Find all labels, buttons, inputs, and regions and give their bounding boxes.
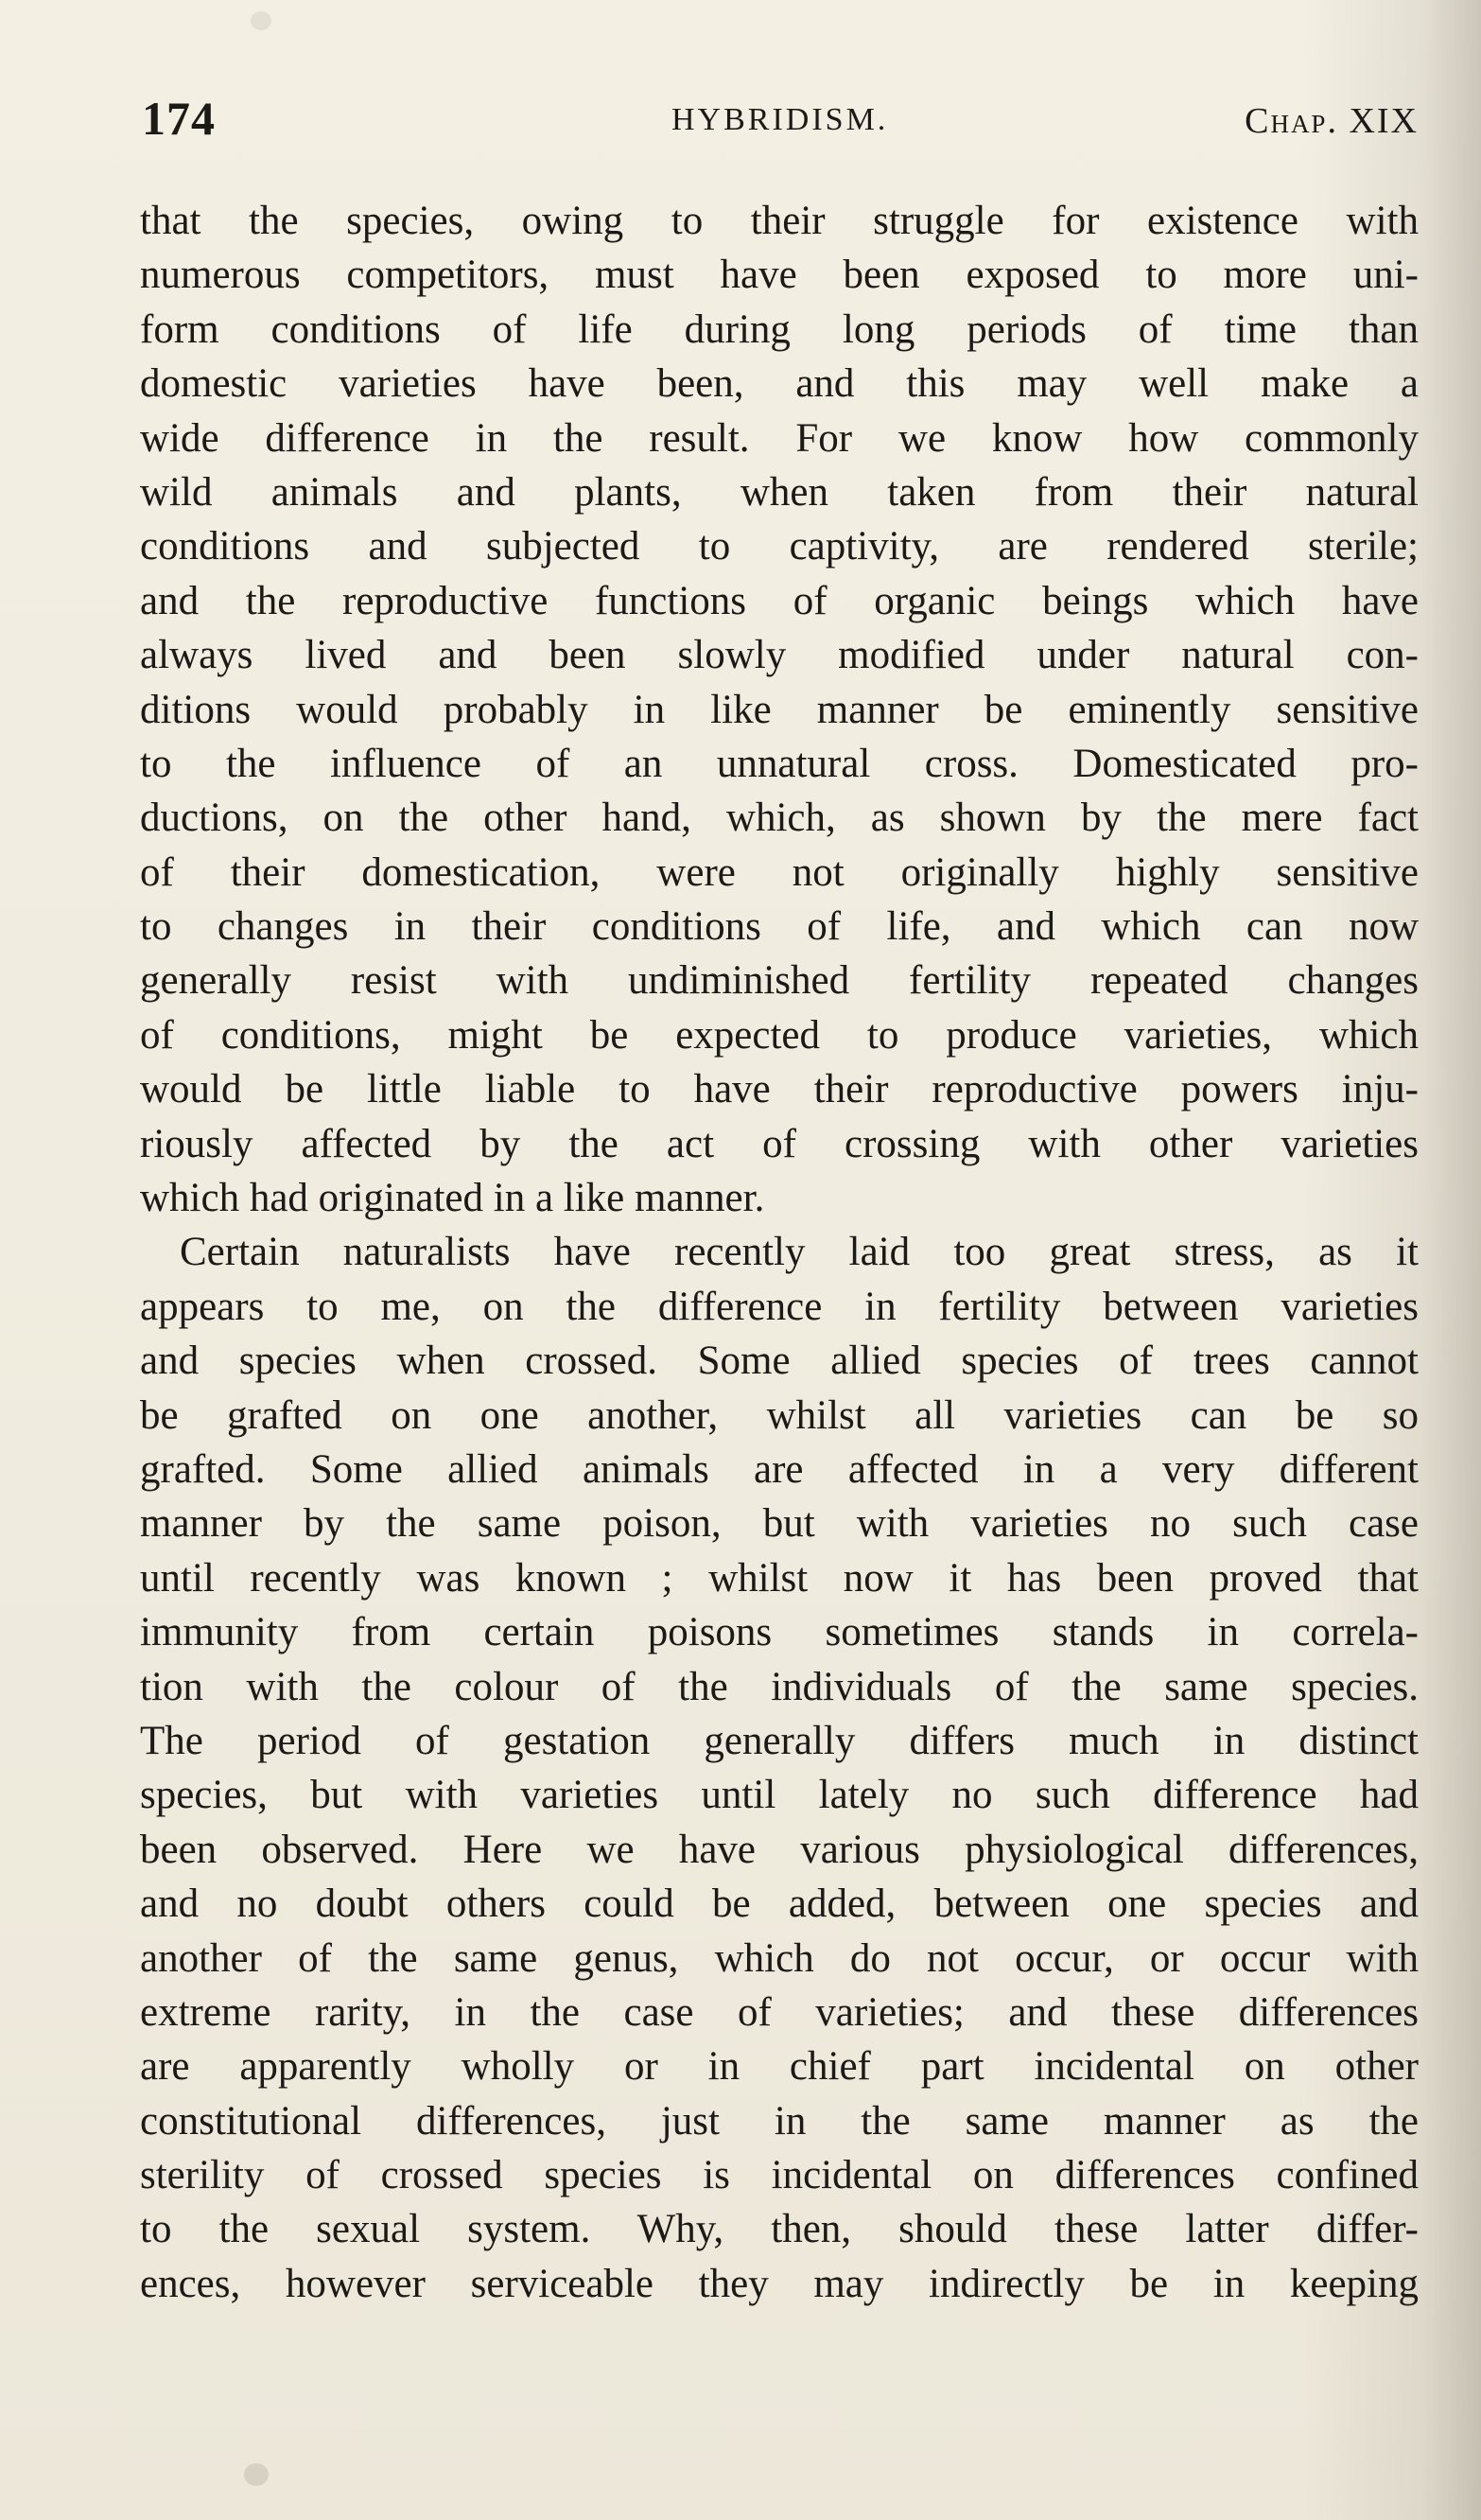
text-line: been observed. Here we have various physiological differences, <box>140 1827 1419 1872</box>
text-line: appears to me, on the difference in fertility between varieties <box>140 1284 1419 1329</box>
text-line: constitutional differences, just in the same manner as the <box>140 2098 1419 2144</box>
text-line: of their domestication, were not originally highly sensitive <box>140 849 1419 895</box>
text-line: to the influence of an unnatural cross. Domesticated pro- <box>140 741 1419 786</box>
text-line: always lived and been slowly modified under natural con- <box>140 633 1419 678</box>
text-line: would be little liable to have their reproductive powers inju- <box>140 1067 1419 1112</box>
text-line: ductions, on the other hand, which, as shown by the mere fact <box>140 796 1419 841</box>
paper-spot <box>244 2463 269 2486</box>
text-line: ences, however serviceable they may indirectly be in keeping <box>140 2261 1419 2306</box>
page-header <box>142 91 1419 148</box>
text-line: extreme rarity, in the case of varieties; and these differences <box>140 1989 1419 2035</box>
text-line: that the species, owing to their struggle for existence with <box>140 199 1419 243</box>
text-line: ditions would probably in like manner be eminently sensitive <box>140 687 1419 732</box>
text-line: immunity from certain poisons sometimes stands in correla- <box>140 1610 1419 1655</box>
text-line: numerous competitors, must have been exposed to more uni- <box>140 253 1419 298</box>
text-line: to changes in their conditions of life, and which can now <box>140 904 1419 950</box>
paragraph-first-line: Certain naturalists have recently laid too great stress, as it <box>180 1230 1419 1275</box>
page-number: 174 <box>142 92 216 145</box>
text-line: be grafted on one another, whilst all varieties can be so <box>140 1392 1419 1438</box>
text-line: are apparently wholly or in chief part incidental on other <box>140 2044 1419 2090</box>
text-line: species, but with varieties until lately no such difference had <box>140 1773 1419 1818</box>
text-line: another of the same genus, which do not occur, or occur with <box>140 1935 1419 1981</box>
running-title: HYBRIDISM. <box>671 102 889 137</box>
text-line: wild animals and plants, when taken from their natural <box>140 469 1419 515</box>
text-line: of conditions, might be expected to produce varieties, which <box>140 1012 1419 1058</box>
text-line: conditions and subjected to captivity, are rendered sterile; <box>140 524 1419 569</box>
text-line: until recently was known ; whilst now it has been proved that <box>140 1555 1419 1601</box>
chapter-label: Chap. XIX <box>1245 101 1419 141</box>
text-line: and the reproductive functions of organic beings which have <box>140 578 1419 623</box>
text-line: grafted. Some allied animals are affected in a very different <box>140 1446 1419 1492</box>
text-line: riously affected by the act of crossing with other varieties <box>140 1121 1419 1166</box>
text-line: and species when crossed. Some allied species of trees cannot <box>140 1339 1419 1384</box>
text-line: sterility of crossed species is incidental on differences confined <box>140 2153 1419 2198</box>
text-line: form conditions of life during long periods of time than <box>140 306 1419 352</box>
text-line: domestic varieties have been, and this may well make a <box>140 361 1419 407</box>
paragraph-last-line: which had originated in a like manner. <box>140 1176 765 1221</box>
text-line: manner by the same poison, but with varieties no such case <box>140 1501 1419 1547</box>
body-text <box>140 194 1419 2311</box>
text-line: wide difference in the result. For we know how commonly <box>140 415 1419 461</box>
text-line: tion with the colour of the individuals of the same species. <box>140 1664 1419 1709</box>
text-line: The period of gestation generally differs much in distinct <box>140 1718 1419 1763</box>
text-line: and no doubt others could be added, between one species and <box>140 1881 1419 1927</box>
text-line: generally resist with undiminished fertility repeated changes <box>140 958 1419 1004</box>
paper-spot <box>251 11 271 30</box>
text-line: to the sexual system. Why, then, should these latter differ- <box>140 2207 1419 2252</box>
